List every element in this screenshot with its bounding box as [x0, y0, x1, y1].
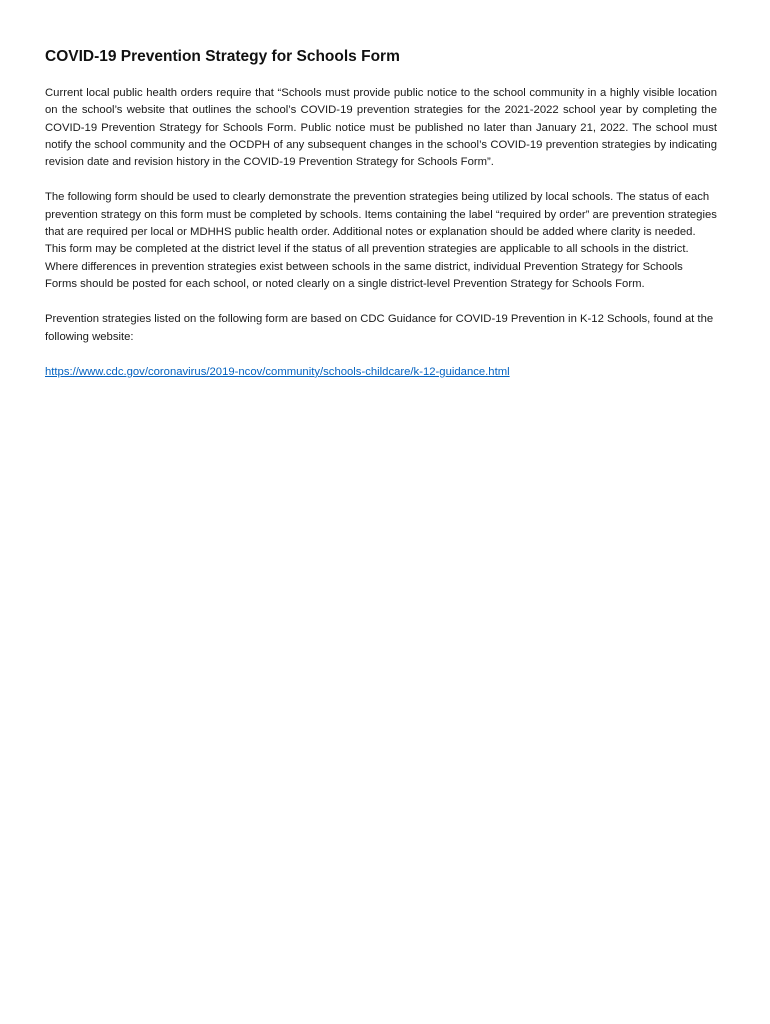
document-title: COVID-19 Prevention Strategy for Schools Form: [45, 48, 400, 65]
cdc-guidance-link[interactable]: https://www.cdc.gov/coronavirus/2019-ncov/community/schools-childcare/k-12-guidance.html: [45, 365, 510, 378]
cdc-guidance-paragraph: Prevention strategies listed on the following form are based on CDC Guidance for COVID-19 Prevention in K-12 Schools, found at the following website:: [45, 313, 714, 343]
form-usage-paragraph: The following form should be used to clearly demonstrate the prevention strategies being utilized by local schools. The status of each prevention strategy on this form must be completed by schools. Items containing the label “required by order” are prevention strategies that are required per local or MDHHS public health order. Additional notes or explanation should be added where clarity is needed. This form may be completed at the district level if the status of all prevention strategies are applicable to all schools in the district. Where differences in prevention strategies exist between schools in the same district, individual Prevention Strategy for Schools Forms should be posted for each school, or noted clearly on a single district-level Prevention Strategy for Schools Form.: [45, 191, 717, 290]
document-page: [45, 46, 717, 381]
intro-paragraph: Current local public health orders require that “Schools must provide public notice to the school community in a highly visible location on the school’s website that outlines the school’s COVID-19 prevention strategies for the 2021-2022 school year by completing the COVID-19 Prevention Strategy for Schools Form. Public notice must be published no later than January 21, 2022. The school must notify the school community and the OCDPH of any subsequent changes in the school’s COVID-19 prevention strategies by indicating revision date and revision history in the COVID-19 Prevention Strategy for Schools Form”.: [45, 87, 717, 169]
cdc-link-line: [45, 364, 717, 381]
